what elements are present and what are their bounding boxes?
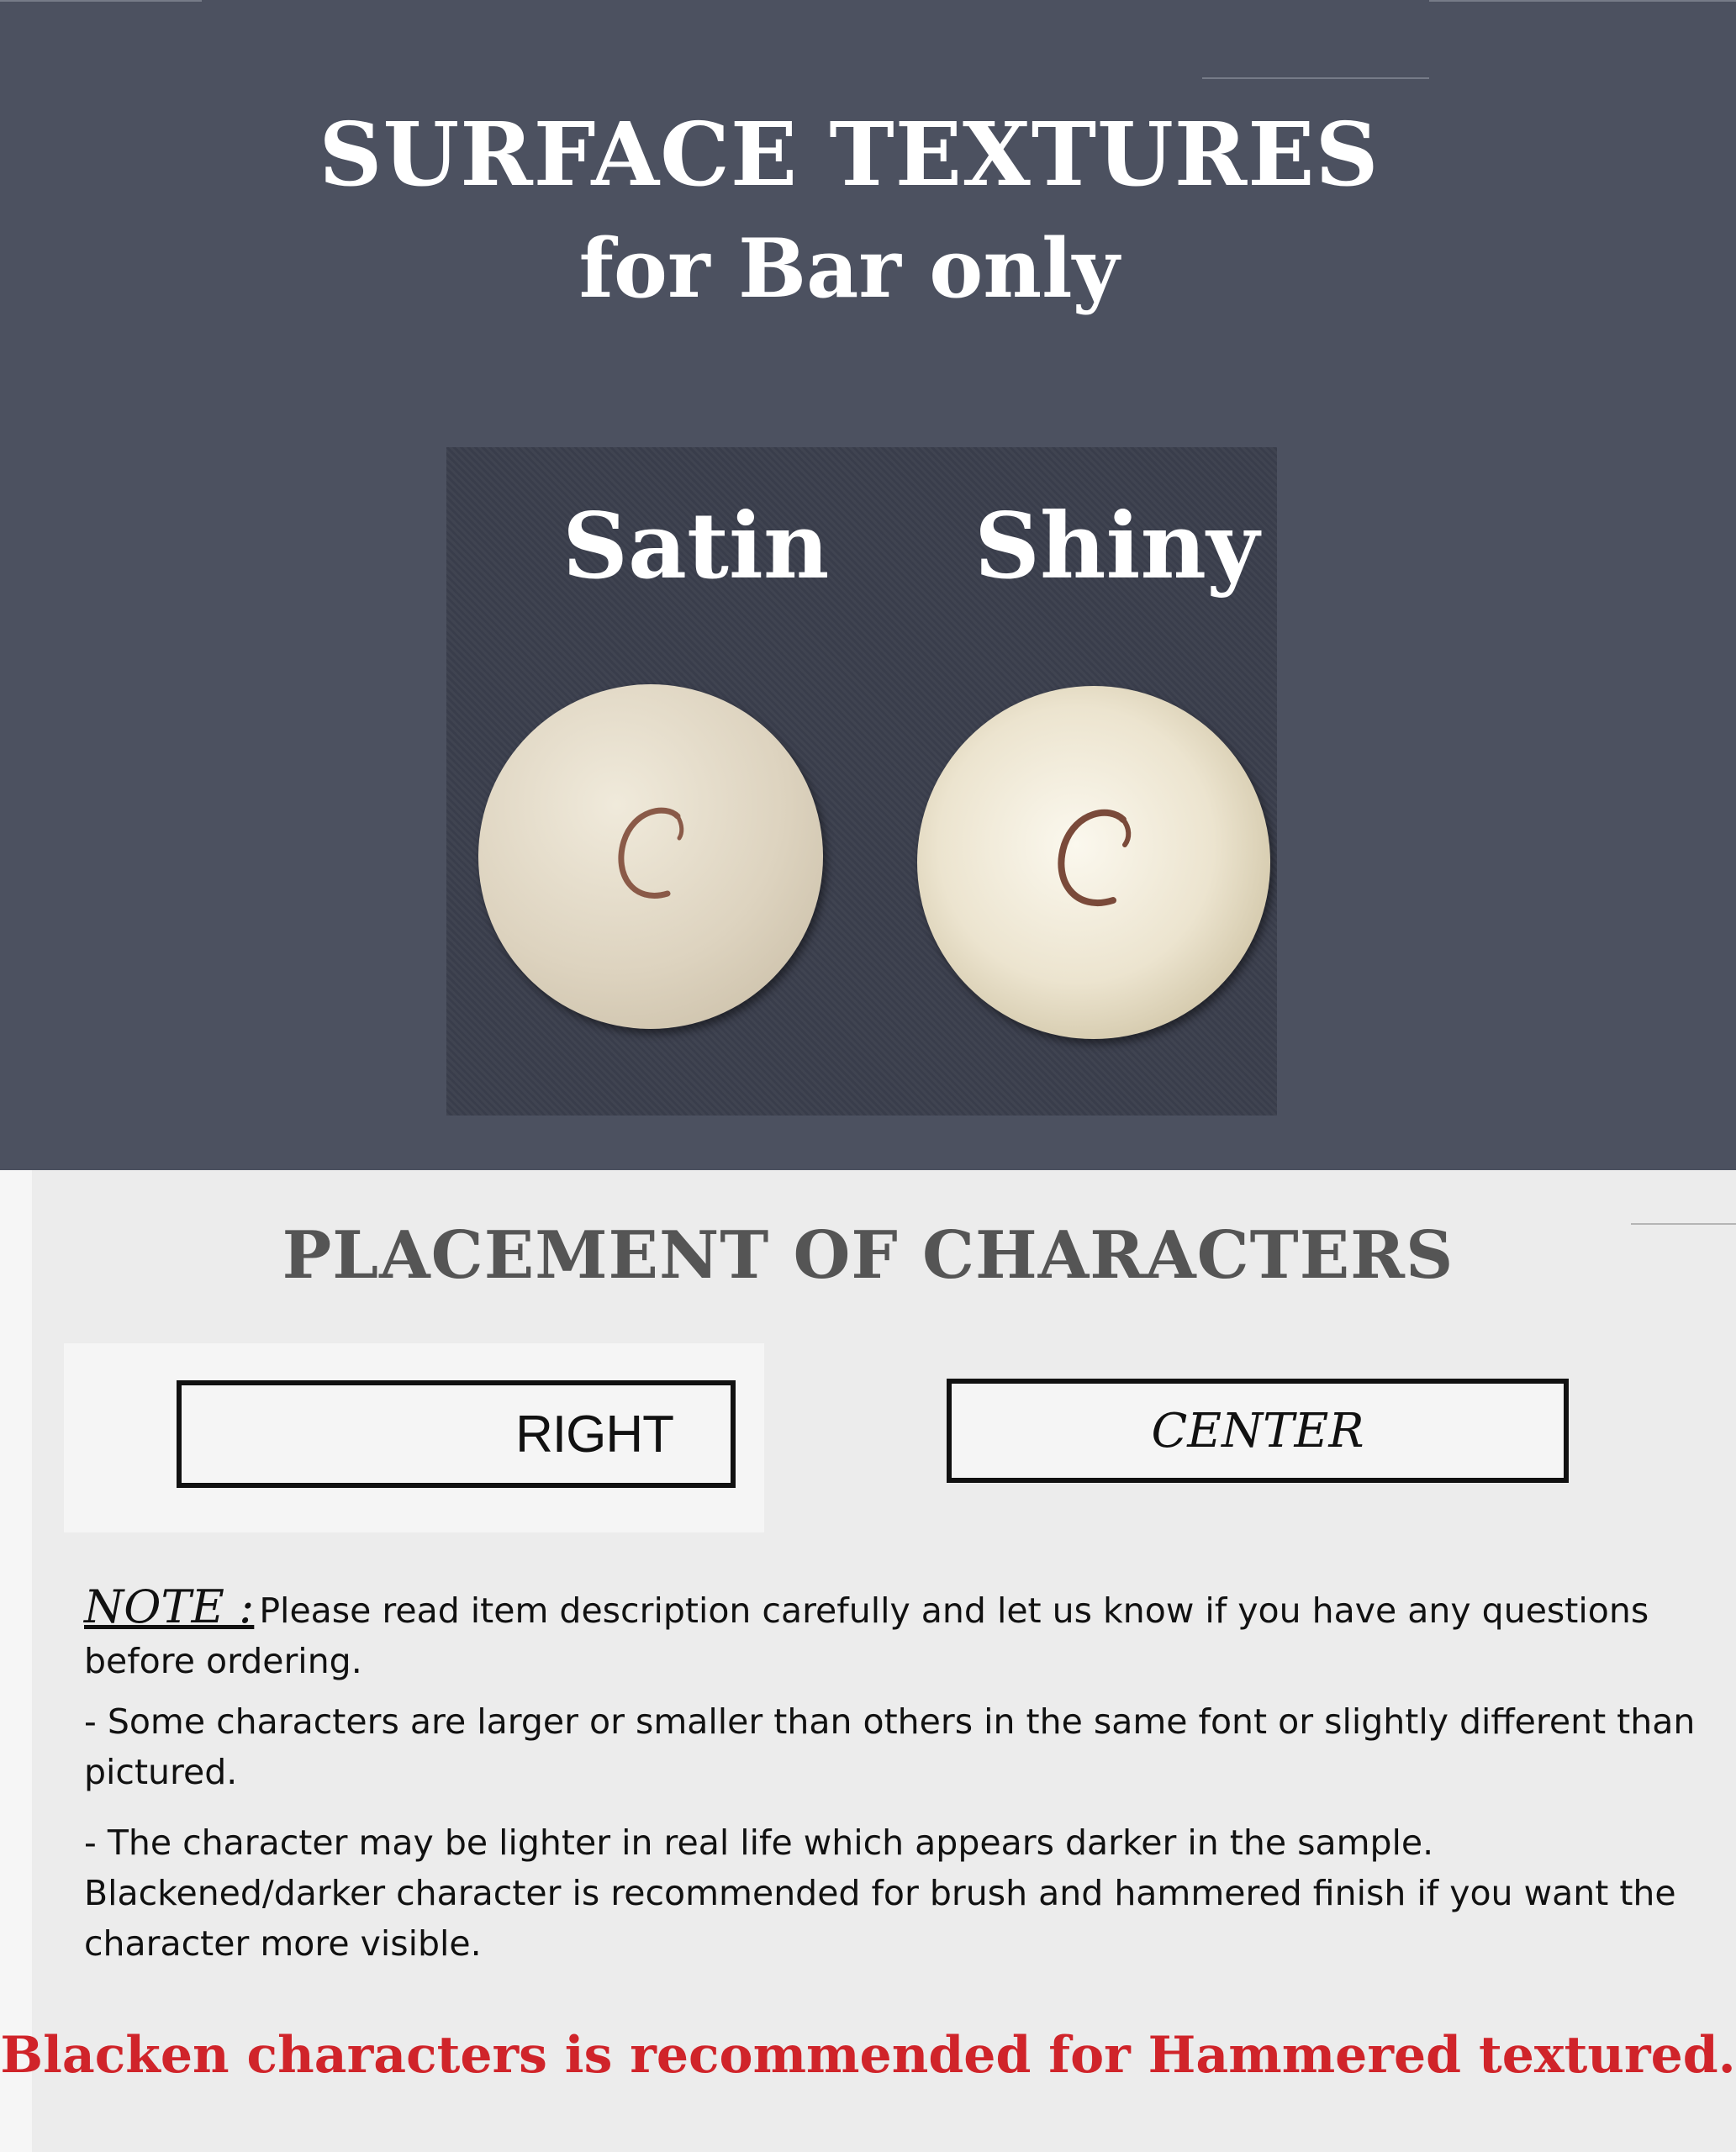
page-title: SURFACE TEXTURES xyxy=(319,103,1380,206)
divider xyxy=(1429,0,1736,2)
c-letter-icon xyxy=(478,684,823,1029)
texture-sample-photo xyxy=(446,447,1277,1116)
note-paragraph: - The character may be lighter in real life which appears darker in the sample. Blackened/darker character is recommended for brush and hammered finish if you want the character more visible. xyxy=(84,1822,1676,1964)
divider xyxy=(1202,77,1429,79)
note-paragraph: - Some characters are larger or smaller than others in the same font or slightly different than pictured. xyxy=(84,1701,1696,1792)
recommendation-text: Blacken characters is recommended for Hammered textured. xyxy=(0,2026,1736,2085)
center-placement-sample xyxy=(947,1379,1569,1483)
divider xyxy=(0,0,202,2)
note-label: NOTE : xyxy=(84,1580,255,1633)
right-placement-label: RIGHT xyxy=(515,1405,673,1464)
shiny-disc xyxy=(917,686,1270,1039)
c-letter-icon xyxy=(917,686,1270,1039)
margin-strip xyxy=(0,1170,32,2152)
notes-section xyxy=(84,1582,1707,1969)
shiny-label: Shiny xyxy=(974,493,1259,599)
satin-disc xyxy=(478,684,823,1029)
center-placement-label: CENTER xyxy=(1151,1403,1364,1458)
right-placement-sample xyxy=(177,1380,736,1488)
satin-label: Satin xyxy=(562,493,830,599)
note-paragraph xyxy=(84,1582,1707,1686)
page-subtitle: for Bar only xyxy=(578,221,1120,316)
note-text: Please read item description carefully and let us know if you have any questions before ordering. xyxy=(84,1590,1649,1681)
placement-title: PLACEMENT OF CHARACTERS xyxy=(282,1217,1454,1294)
